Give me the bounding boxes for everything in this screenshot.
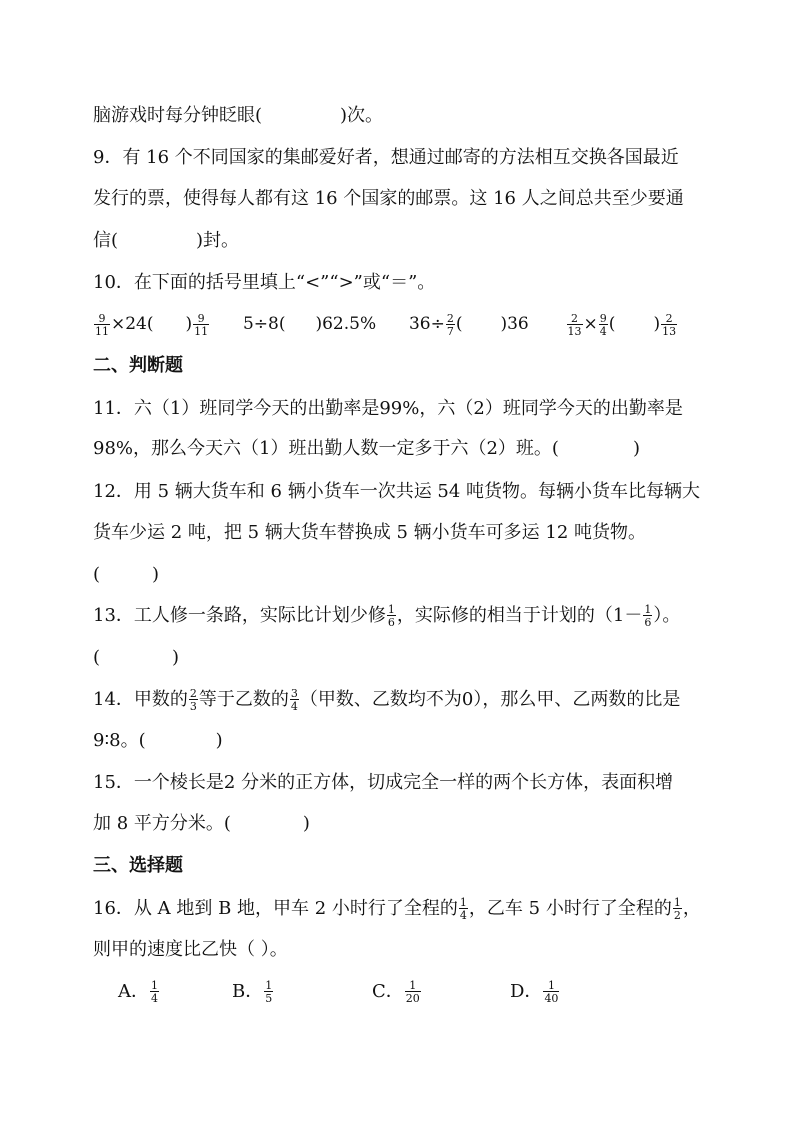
fraction: $\frac{1}{4}$ [459,896,467,922]
fraction: $\frac{1}{4}$ [151,979,158,1005]
q16-option-c[interactable] [372,980,422,1004]
q13-text-b: ，实际修的相当于计划的（1－ [396,605,643,626]
q10-line1: 10．在下面的括号里填上“<”“>”或“＝”。 [93,272,436,293]
fraction: $\frac{2}{13}$ [567,311,582,338]
q10-item-b [243,314,382,334]
q10-b-left: 5÷8( [242,314,286,334]
section2-title: 二、判断题 [93,355,183,376]
q16-option-a[interactable] [118,980,160,1004]
section3-title: 三、选择题 [93,855,183,876]
fraction: $\frac{1}{20}$ [405,979,420,1005]
fraction: $\frac{1}{40}$ [544,979,559,1005]
q10-c-left: 36÷ [408,314,445,334]
q9-line1: 9．有 16 个不同国家的集邮爱好者，想通过邮寄的方法相互交换各国最近 [93,147,679,168]
q10-c-right: )36 [500,314,529,334]
q10-d-paren: ( [608,314,616,334]
q13-close: ) [172,647,180,668]
q12-line3 [93,563,159,587]
q12-line1: 12．用 5 辆大货车和 6 辆小货车一次共运 54 吨货物。每辆小货车比每辆大 [93,481,701,502]
q14-text-b: 等于乙数的 [198,689,289,710]
q16-text-c: ， [682,898,701,919]
q9-line3 [93,229,239,253]
fraction: $\frac{1}{6}$ [387,603,395,629]
q8-tail-line [93,104,383,128]
option-label: A． [118,981,149,1002]
option-label: B． [232,981,264,1002]
q10-d-times: × [583,314,598,334]
q8-tail-text-a: 脑游戏时每分钟眨眼( [93,105,263,126]
q15-line2-text: 加 8 平方分米。( [93,813,231,834]
q13-line1 [93,604,680,628]
q13-open: ( [93,647,101,668]
q15-line1: 15．一个棱长是2 分米的正方体，切成完全一样的两个长方体，表面积增 [93,772,674,793]
q16-line1 [93,897,701,921]
q14-line2 [93,729,223,753]
q11-close: ) [632,438,640,459]
q8-tail-text-b: )次。 [340,105,384,126]
q13-line2 [93,646,179,670]
fraction: $\frac{9}{11}$ [194,311,209,338]
fraction: $\frac{2}{7}$ [446,311,454,338]
q16-option-b[interactable] [232,980,274,1004]
q11-line2 [93,437,640,461]
q9-line2: 发行的票，使得每人都有这 16 个国家的邮票。这 16 人之间总共至少要通 [93,188,684,209]
option-label: D． [510,981,543,1002]
q16-text-a: 16．从 A 地到 B 地，甲车 2 小时行了全程的 [93,898,458,919]
q16-line2: 则甲的速度比乙快（ ）。 [93,939,288,960]
q9-line3-text-a: 信( [93,230,119,251]
fraction: $\frac{1}{5}$ [265,979,273,1005]
fraction: $\frac{3}{4}$ [290,687,298,713]
q14-text-c: （甲数、乙数均不为0），那么甲、乙两数的比是 [299,689,681,710]
q10-item-a [93,311,216,338]
fraction: $\frac{9}{4}$ [599,311,607,338]
q14-close: ) [215,730,223,751]
q12-open: ( [93,564,101,585]
q10-a-text: ×24( [111,314,154,334]
fraction: $\frac{2}{13}$ [662,311,677,338]
q16-option-d[interactable] [510,980,560,1004]
q14-line1 [93,688,680,712]
q12-close: ) [152,564,160,585]
q11-line2-text: 98%，那么今天六（1）班出勤人数一定多于六（2）班。( [93,438,559,459]
q13-text-c: ）。 [653,605,681,626]
q10-c-paren: ( [455,314,463,334]
q13-text-a: 13．工人修一条路，实际比计划少修 [93,605,386,626]
fraction: $\frac{2}{3}$ [189,687,197,713]
q12-line2: 货车少运 2 吨，把 5 辆大货车替换成 5 辆小货车可多运 12 吨货物。 [93,522,647,543]
q10-items [93,312,678,337]
q15-close: ) [302,813,310,834]
q10-b-right: )62.5% [315,314,377,334]
q10-a-close: ) [185,314,193,334]
fraction: $\frac{9}{11}$ [95,311,109,338]
fraction: $\frac{1}{6}$ [644,603,652,629]
fraction: $\frac{1}{2}$ [673,896,681,922]
q11-line1: 11．六（1）班同学今天的出勤率是99%，六（2）班同学今天的出勤率是 [93,398,683,419]
q14-line2-text: 9∶8。( [93,730,146,751]
q14-text-a: 14．甲数的 [93,689,188,710]
q10-item-d [566,311,679,338]
q10-d-close: ) [653,314,661,334]
option-label: C． [372,981,404,1002]
q15-line2 [93,812,310,836]
q9-line3-text-b: )封。 [196,230,240,251]
q10-item-c [408,311,534,338]
q16-text-b: ，乙车 5 小时行了全程的 [468,898,672,919]
